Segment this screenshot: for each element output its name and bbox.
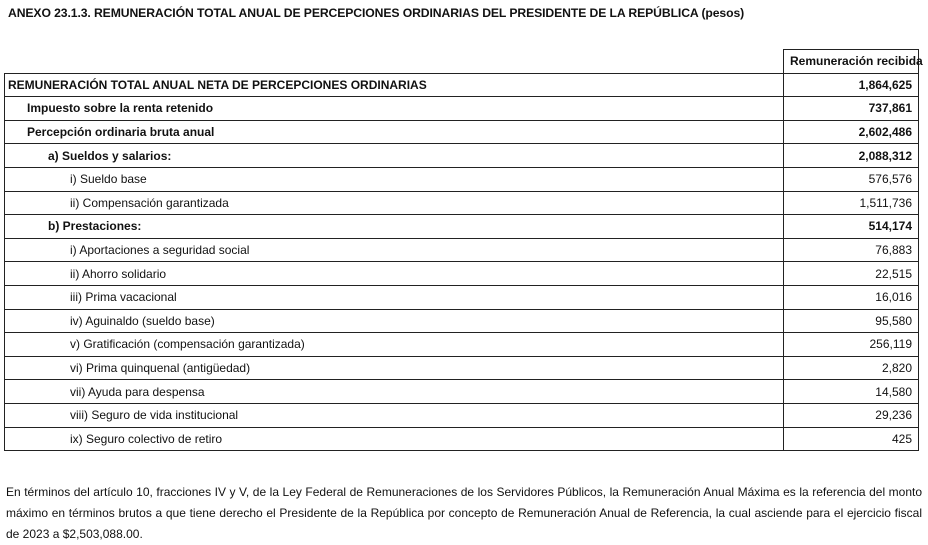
column-header-remuneracion: Remuneración recibida [784,50,919,74]
row-label: i) Aportaciones a seguridad social [5,238,784,262]
document-title [8,6,744,20]
row-label: vii) Ayuda para despensa [5,380,784,404]
row-amount: 95,580 [784,309,919,333]
table-row [5,380,919,404]
row-amount: 2,602,486 [784,120,919,144]
row-amount: 2,820 [784,356,919,380]
table-row [5,144,919,168]
row-amount: 76,883 [784,238,919,262]
table-row [5,403,919,427]
table-row [5,191,919,215]
header-blank-cell [5,50,784,74]
row-label: ii) Compensación garantizada [5,191,784,215]
row-amount: 29,236 [784,403,919,427]
row-amount: 576,576 [784,167,919,191]
table-row [5,333,919,357]
row-label: i) Sueldo base [5,167,784,191]
row-label: a) Sueldos y salarios: [5,144,784,168]
row-amount: 737,861 [784,97,919,121]
row-amount: 2,088,312 [784,144,919,168]
table-row [5,356,919,380]
table-row [5,73,919,97]
row-label: iv) Aguinaldo (sueldo base) [5,309,784,333]
title-units: (pesos) [701,6,745,20]
row-label: iii) Prima vacacional [5,285,784,309]
row-amount: 256,119 [784,333,919,357]
table-row [5,427,919,451]
table-row [5,309,919,333]
row-label: vi) Prima quinquenal (antigüedad) [5,356,784,380]
row-amount: 22,515 [784,262,919,286]
table-row [5,97,919,121]
row-label: ix) Seguro colectivo de retiro [5,427,784,451]
footnote: En términos del artículo 10, fracciones IV y V, de la Ley Federal de Remuneraciones de los Servidores Públicos, la Remuneración Anual Máxima es la referencia del monto máximo en términos brutos a que tiene derecho el Presidente de la República por concepto de Remuneración Anual de Referencia, la cual asciende para el ejercicio fiscal de 2023 a $2,503,088.00. [6,485,922,541]
row-amount: 425 [784,427,919,451]
table-row [5,285,919,309]
row-label: viii) Seguro de vida institucional [5,403,784,427]
row-label: ii) Ahorro solidario [5,262,784,286]
table-row [5,262,919,286]
row-amount: 514,174 [784,215,919,239]
table-row [5,167,919,191]
table-header-row [5,50,919,74]
row-label: Impuesto sobre la renta retenido [5,97,784,121]
row-label: v) Gratificación (compensación garantizada) [5,333,784,357]
title-text: ANEXO 23.1.3. REMUNERACIÓN TOTAL ANUAL DE PERCEPCIONES ORDINARIAS DEL PRESIDENTE DE LA REPÚBLICA [8,6,699,20]
row-amount: 1,864,625 [784,73,919,97]
table-row [5,215,919,239]
row-label: Percepción ordinaria bruta anual [5,120,784,144]
row-label: REMUNERACIÓN TOTAL ANUAL NETA DE PERCEPCIONES ORDINARIAS [5,73,784,97]
row-amount: 1,511,736 [784,191,919,215]
row-amount: 14,580 [784,380,919,404]
row-amount: 16,016 [784,285,919,309]
remuneration-table [4,49,923,451]
table-row [5,120,919,144]
table-row [5,238,919,262]
row-label: b) Prestaciones: [5,215,784,239]
